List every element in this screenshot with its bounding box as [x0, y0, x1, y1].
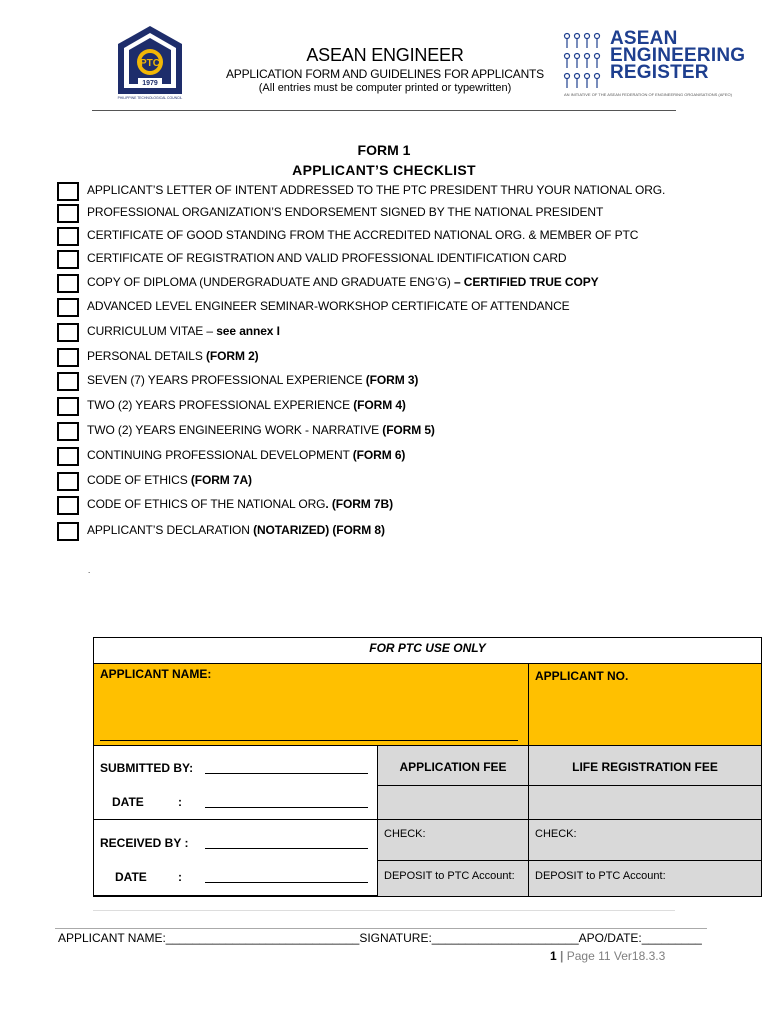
- submitted-by-line[interactable]: [205, 773, 368, 774]
- document-note: (All entries must be computer printed or typewritten): [258, 82, 512, 94]
- checklist-item-label: APPLICANT’S LETTER OF INTENT ADDRESSED TO THE PTC PRESIDENT THRU YOUR NATIONAL ORG.: [87, 183, 666, 197]
- deposit-label-1: DEPOSIT to PTC Account:: [384, 870, 515, 882]
- submission-divider: [94, 819, 378, 820]
- header-divider: [92, 110, 676, 111]
- checkbox[interactable]: [57, 250, 79, 269]
- aer-logo-line-1: ASEAN: [610, 28, 678, 49]
- date-line-2[interactable]: [205, 882, 368, 883]
- checklist-item-label: PROFESSIONAL ORGANIZATION’S ENDORSEMENT SIGNED BY THE NATIONAL PRESIDENT: [87, 205, 604, 219]
- checkbox[interactable]: [57, 227, 79, 246]
- life-registration-fee-label: LIFE REGISTRATION FEE: [572, 760, 718, 774]
- checkbox[interactable]: [57, 447, 79, 466]
- received-by-label: RECEIVED BY :: [100, 836, 189, 850]
- checkbox[interactable]: [57, 274, 79, 293]
- submitted-by-label: SUBMITTED BY:: [100, 761, 194, 775]
- footer-divider: [55, 928, 707, 929]
- application-fee-amount-cell[interactable]: [377, 785, 529, 820]
- life-registration-fee-check-cell[interactable]: [528, 819, 762, 861]
- checkbox[interactable]: [57, 298, 79, 317]
- application-fee-check-cell[interactable]: [377, 819, 529, 861]
- applicant-no-cell[interactable]: [528, 663, 762, 746]
- deposit-label-2: DEPOSIT to PTC Account:: [535, 870, 666, 882]
- page-separator: |: [560, 949, 564, 963]
- life-registration-fee-header: [528, 745, 762, 786]
- aer-logo: [562, 30, 748, 102]
- checklist-item-label: CURRICULUM VITAE – see annex I: [87, 324, 280, 338]
- form-number: FORM 1: [357, 142, 411, 158]
- check-label-2: CHECK:: [535, 828, 577, 840]
- checkbox[interactable]: [57, 496, 79, 515]
- checklist-item-label: CERTIFICATE OF GOOD STANDING FROM THE ACCREDITED NATIONAL ORG. & MEMBER OF PTC: [87, 228, 639, 242]
- checklist-item-label: CODE OF ETHICS (FORM 7A): [87, 473, 252, 487]
- date-colon-1: :: [178, 795, 182, 809]
- ptc-logo-caption: PHILIPPINE TECHNOLOGICAL COUNCIL: [117, 96, 183, 100]
- page-version: Page 11 Ver18.3.3: [566, 949, 666, 963]
- aer-logo-caption: AN INITIATIVE OF THE ASEAN FEDERATION OF ENGINEERING ORGANISATIONS (AFEO): [564, 92, 732, 97]
- checkbox[interactable]: [57, 422, 79, 441]
- checkbox[interactable]: [57, 397, 79, 416]
- page-number: 1: [550, 949, 557, 963]
- footer-signature-line: APPLICANT NAME:_____________________________SIGNATURE:______________________APO/DATE:_________: [58, 931, 702, 945]
- application-fee-label: APPLICATION FEE: [399, 760, 507, 774]
- document-title: ASEAN ENGINEER: [306, 45, 464, 65]
- life-registration-fee-deposit-cell[interactable]: [528, 860, 762, 897]
- stray-dot: .: [88, 566, 91, 575]
- checkbox[interactable]: [57, 372, 79, 391]
- life-registration-fee-amount-cell[interactable]: [528, 785, 762, 820]
- checkbox[interactable]: [57, 348, 79, 367]
- people-icon: [562, 32, 606, 90]
- received-by-line[interactable]: [205, 848, 368, 849]
- checklist-item-label: CERTIFICATE OF REGISTRATION AND VALID PROFESSIONAL IDENTIFICATION CARD: [87, 251, 567, 265]
- application-fee-deposit-cell[interactable]: [377, 860, 529, 897]
- checklist-item-label: CONTINUING PROFESSIONAL DEVELOPMENT (FORM 6): [87, 448, 406, 462]
- checkbox[interactable]: [57, 182, 79, 201]
- ptc-logo: [116, 24, 184, 100]
- document-subtitle: APPLICATION FORM AND GUIDELINES FOR APPLICANTS: [226, 67, 544, 81]
- aer-logo-line-3: REGISTER: [610, 62, 709, 83]
- checklist-item-label: ADVANCED LEVEL ENGINEER SEMINAR-WORKSHOP CERTIFICATE OF ATTENDANCE: [87, 299, 570, 313]
- aer-logo-line-2: ENGINEERING: [610, 45, 746, 66]
- ptc-use-only-table: [93, 637, 762, 896]
- submission-block: [93, 745, 377, 897]
- checklist-item-label: PERSONAL DETAILS (FORM 2): [87, 349, 259, 363]
- checkbox[interactable]: [57, 522, 79, 541]
- applicant-name-line: [100, 740, 518, 741]
- applicant-name-label: APPLICANT NAME:: [100, 667, 212, 681]
- checklist-item-label: APPLICANT’S DECLARATION (NOTARIZED) (FORM 8): [87, 523, 385, 537]
- ptc-use-only-heading: FOR PTC USE ONLY: [369, 641, 486, 655]
- applicant-name-cell[interactable]: [93, 663, 529, 746]
- checklist-item-label: COPY OF DIPLOMA (UNDERGRADUATE AND GRADUATE ENG’G) – CERTIFIED TRUE COPY: [87, 275, 599, 289]
- date-label-2: DATE: [115, 870, 147, 884]
- ptc-logo-year: 1979: [142, 80, 158, 87]
- date-line-1[interactable]: [205, 807, 368, 808]
- checkbox[interactable]: [57, 472, 79, 491]
- aer-logo-text: [610, 30, 745, 81]
- page-info: [550, 949, 665, 963]
- check-label-1: CHECK:: [384, 828, 426, 840]
- date-label-1: DATE: [112, 795, 144, 809]
- checkbox[interactable]: [57, 323, 79, 342]
- application-fee-header: [377, 745, 529, 786]
- checklist-item-label: CODE OF ETHICS OF THE NATIONAL ORG. (FORM 7B): [87, 497, 393, 511]
- applicant-no-label: APPLICANT NO.: [535, 669, 629, 683]
- checklist-item-label: TWO (2) YEARS PROFESSIONAL EXPERIENCE (FORM 4): [87, 398, 406, 412]
- checklist-title: APPLICANT’S CHECKLIST: [292, 162, 476, 178]
- checklist-item-label: TWO (2) YEARS ENGINEERING WORK - NARRATIVE (FORM 5): [87, 423, 435, 437]
- checkbox[interactable]: [57, 204, 79, 223]
- footer-divider-top: [93, 910, 675, 911]
- date-colon-2: :: [178, 870, 182, 884]
- checklist-item-label: SEVEN (7) YEARS PROFESSIONAL EXPERIENCE (FORM 3): [87, 373, 419, 387]
- ptc-logo-initials: PTC: [140, 58, 160, 69]
